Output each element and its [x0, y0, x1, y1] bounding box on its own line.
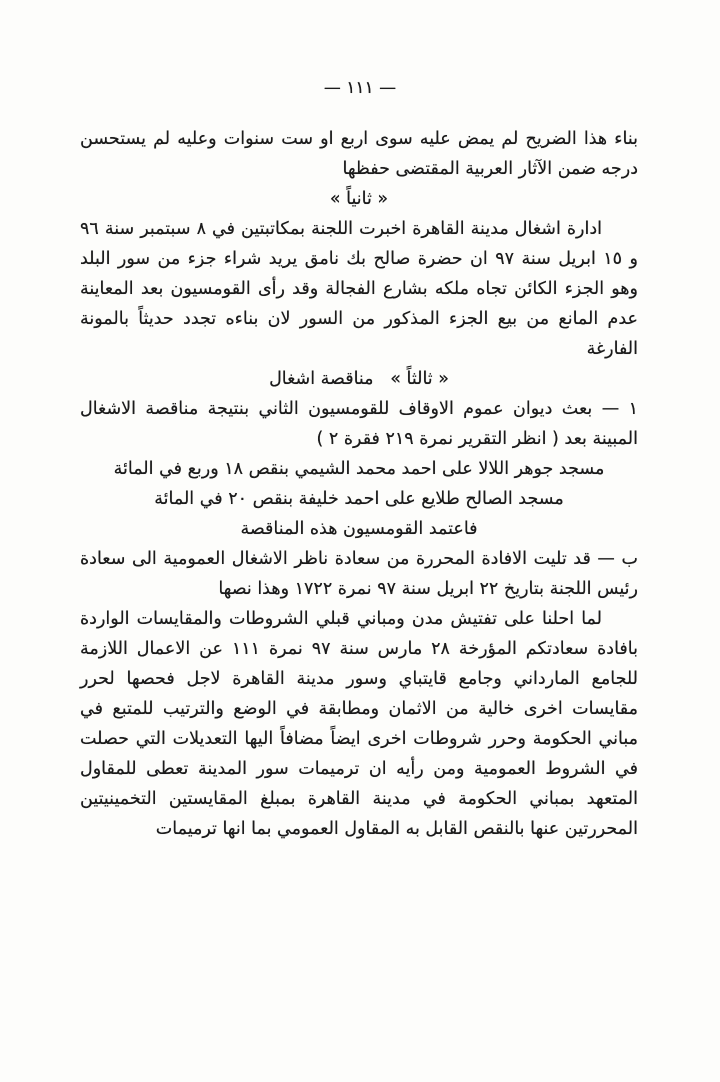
section-heading-third-tender: « ثالثاً » مناقصة اشغال	[269, 369, 449, 389]
paragraph-report-text: لما احلنا على تفتيش مدن ومباني قبلي الشروطات والمقايسات الواردة بافادة سعادتكم المؤرخة ٢٨ مارس سنة ٩٧ نمرة ١١١ عن الاعمال اللازمة للجامع المارداني وجامع قايتباي وسور مدينة القاهرة لاجل فحصها لحرر مقايسات اخرى خالية من الاثمان ومطابقة في الوضع والترتيب للمتبع في مباني الحكومة وحرر شروطات اخرى ايضاً مضافاً اليها التعديلات التي حصلت في الشروط العمومية ومن رأيه ان ترميمات سور المدينة تعطى للمقاول المتعهد بمباني الحكومة في مدينة القاهرة بمبلغ المقايستين التخمينيتين المحررتين عنها بالنقص القابل به المقاول العمومي بما انها ترميمات	[80, 609, 638, 839]
paragraph-tender-item-1: ١ — بعث ديوان عموم الاوقاف للقومسيون الثاني بنتيجة مناقصة الاشغال المبينة بعد ( انظر التقرير نمرة ٢١٩ فقرة ٢ )	[80, 399, 638, 449]
paragraph-tomb-note: بناء هذا الضريح لم يمض عليه سوى اربع او ست سنوات وعليه لم يستحسن درجه ضمن الآثار العربية المقتضى حفظها	[80, 129, 638, 179]
line-mosque-gohar-lala: مسجد جوهر اللالا على احمد محمد الشيمي بنقص ١٨ وربع في المائة	[113, 459, 605, 479]
section-heading-second: « ثانياً »	[329, 189, 389, 209]
page-content	[0, 98, 720, 844]
paragraph-works-administration: ادارة اشغال مدينة القاهرة اخبرت اللجنة بمكاتبتين في ٨ سبتمبر سنة ٩٦ و ١٥ ابريل سنة ٩٧ ان حضرة صالح بك نامق يريد شراء جزء من سور البلد وهو الجزء الكائن تجاه ملكه بشارع الفجالة وقد رأى القومسيون بعد المعاينة عدم المانع من بيع الجزء المذكور من السور لان بناءه تجدد حديثاً بالمونة الفارغة	[80, 219, 639, 359]
line-mosque-saleh-talai: مسجد الصالح طلايع على احمد خليفة بنقص ٢٠ في المائة	[154, 489, 564, 509]
line-commission-approval: فاعتمد القومسيون هذه المناقصة	[240, 519, 478, 539]
paragraph-item-b-report: ب — قد تليت الافادة المحررة من سعادة ناظر الاشغال العمومية الى سعادة رئيس اللجنة بتاريخ ٢٢ ابريل سنة ٩٧ نمرة ١٧٢٢ وهذا نصها	[80, 549, 638, 599]
page-number: — ١١١ —	[323, 78, 397, 98]
